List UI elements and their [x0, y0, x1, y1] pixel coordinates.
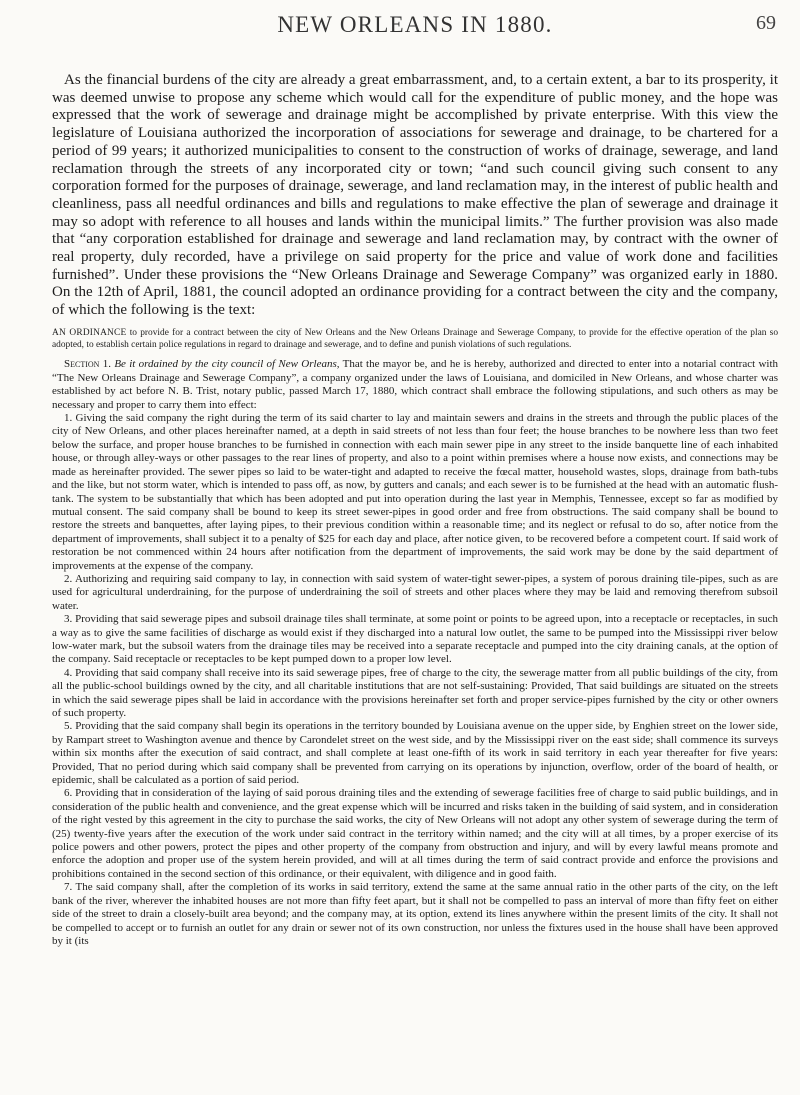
- clause-4: 4. Providing that said company shall receive into its said sewerage pipes, free of charge to the city, the sewerage matter from all public buildings of the city, from all the public-school buildings owned by the city, and all charitable institutions that are not self-sustaining: Provided, That said buildings are situated on the streets in which the said sewerage pipes shall be laid in accordance with the provisions hereinafter set forth and proper service-pipes furnished by the city or other owners of such property.: [52, 666, 778, 719]
- clause-6: 6. Providing that in consideration of the laying of said porous draining tiles and the extending of sewerage facilities free of charge to said public buildings, and in consideration of the public health and convenience, and the great expense which will be incurred and risks taken in the building of said system, and in consideration of the right vested by this agreement in the city to purchase the said works, the city of New Orleans will not adopt any other system of sewerage during the term of (25) twenty-five years after the execution of the work under said contract in the territory within named; and the city will at all times, by a proper exercise of its police powers and other powers, protect the pipes and other property of the company from obstruction and injury, and will by every lawful means promote and enforce the adoption and proper use of the system herein provided, and will at all times during the term of said contract provide and enforce the provisions and prohibitions contained in the second section of this ordinance, or their equivalent, with diligence and in good faith.: [52, 787, 778, 880]
- running-head: [52, 6, 778, 44]
- section-label: Section 1.: [64, 358, 112, 371]
- ordinance-title: [52, 328, 778, 352]
- clause-2: 2. Authorizing and requiring said company to lay, in connection with said system of water-tight sewer-pipes, a system of porous draining tile-pipes, such as are used for agricultural underdraining, for the purpose of underdraining the soil of streets and other places where they may be laid and removing therefrom subsoil water.: [52, 572, 778, 612]
- section-1-text: That the mayor be, and he is hereby, authorized and directed to enter into a notarial contract with “The New Orleans Drainage and Sewerage Company”, a company organized under the laws of Louisiana, and domiciled in New Orleans, and whose charter was established by act before N. B. Trist, notary public, passed March 17, 1880, which contract shall embrace the following stipulations, and such others as may be necessary and proper to carry them into effect:: [52, 358, 779, 411]
- ordinance-heading: AN ORDINANCE: [52, 327, 127, 338]
- enacting-clause: Be it ordained by the city council of New Orleans,: [114, 358, 340, 371]
- clause-3: 3. Providing that said sewerage pipes and subsoil drainage tiles shall terminate, at some point or points to be agreed upon, into a receptacle or receptacles, in such a way as to give the same facilities of discharge as would exist if they discharged into a natural low outlet, the same to be pumped into the Mississippi river below low-water mark, but the subsoil waters from the drainage tiles may be received into a separate receptacle and pumped into the city draining canals, at the option of the company. Said receptacle or receptacles to be kept pumped down to a proper low level.: [52, 613, 778, 666]
- clause-5: 5. Providing that the said company shall begin its operations in the territory bounded by Louisiana avenue on the upper side, by Enghien street on the lower side, by Rampart street to Washington avenue and thence by Carondelet street on the west side, and by the Mississippi river on the east side; shall commence its surveys within six months after the execution of said contract, and shall complete at least one-fifth of its work in said territory in each year thereafter for five years: Provided, That no period during which said company shall be prevented from carrying on its operations by injunction, overflow, order of the board of health, or epidemic, shall be calculated as a portion of said period.: [52, 720, 778, 787]
- clause-1: 1. Giving the said company the right during the term of its said charter to lay and maintain sewers and drains in the streets and through the public places of the city of New Orleans, and other places hereinafter named, at a depth in said streets of not less than four feet; the house branches to be nowhere less than two feet below the surface, and proper house branches to be furnished in connection with each main sewer pipe in any street to the inside banquette line of each inhabited house, or through alley-ways or other passages to the rear lines of property, and also to a point within premises where a house now exists, and connections may be made as hereinafter provided. The sewer pipes so laid to be water-tight and adapted to receive the fœcal matter, household wastes, slops, drainage from bath-tubs and the like, but not storm water, which is intended to pass off, as now, by gutters and canals; and each sewer is to be furnished at the head with an automatic flush-tank. The system to be substantially that which has been adopted and put into operation during the last year in Memphis, Tennessee, except so far as modified by mutual consent. The said company shall be bound to keep its street sewer-pipes in good order and free from obstructions. The said company shall be bound to restore the streets and banquettes, after laying pipes, to their previous condition within a reasonable time; and its neglect or refusal to do so, after notice from the department of improvements, shall subject it to a penalty of $25 for each day and place, after notice given, to be recovered before a competent court. If said work of restoration be not commenced within 24 hours after notification from the department of improvements, the said work may be done by the said department of improvements at the expense of the company.: [52, 412, 778, 572]
- section-1: [52, 358, 778, 412]
- clause-7: 7. The said company shall, after the completion of its works in said territory, extend the same at the same annual ratio in the other parts of the city, on the left bank of the river, wherever the inhabited houses are not more than fifty feet apart, but it shall not be compelled to pass an interval of more than fifty feet on either side of the street to drain a closely-built area beyond; and the company may, at its option, extend its lines anywhere within the present limits of the city. It shall not be compelled to accept or to furnish an outlet for any drain or sewer not of its own construction, nor unless the fixtures used in the house shall have been approved by it (its: [52, 881, 778, 947]
- header-title: NEW ORLEANS IN 1880.: [277, 12, 553, 37]
- intro-paragraph: As the financial burdens of the city are already a great embarrassment, and, to a certain extent, a bar to its prosperity, it was deemed unwise to propose any scheme which would call for the expenditure of public money, and the hope was expressed that the work of sewerage and drainage might be accomplished by private enterprise. With this view the legislature of Louisiana authorized the incorporation of associations for sewerage and drainage, to be chartered for a period of 99 years; it authorized municipalities to consent to the construction of works of drainage, sewerage, and land reclamation through the streets of any incorporated city or town; “and such council giving such consent to any corporation formed for the purposes of drainage, sewerage, and land reclamation may, in the interest of public health and cleanliness, pass all needful ordinances and bills and regulations to make effective the plan of sewerage and drainage it may so adopt with reference to all houses and lands within the municipal limits.” The further provision was also made that “any corporation established for drainage and sewerage and land reclamation may, by contract with the owner of real property, duly recorded, have a privilege on said property for the price and value of work done and facilities furnished”. Under these provisions the “New Orleans Drainage and Sewerage Company” was organized early in 1880. On the 12th of April, 1881, the council adopted an ordinance providing for a contract between the city and the company, of which the following is the text:: [52, 72, 778, 319]
- ordinance-title-text: to provide for a contract between the city of New Orleans and the New Orleans Drainage and Sewerage Company, to provide for the effective operation of the plan so adopted, to establish certain police regulations in regard to drainage and sewerage, and to define and punish violations of such regulations.: [52, 327, 779, 350]
- page-number: 69: [756, 12, 776, 34]
